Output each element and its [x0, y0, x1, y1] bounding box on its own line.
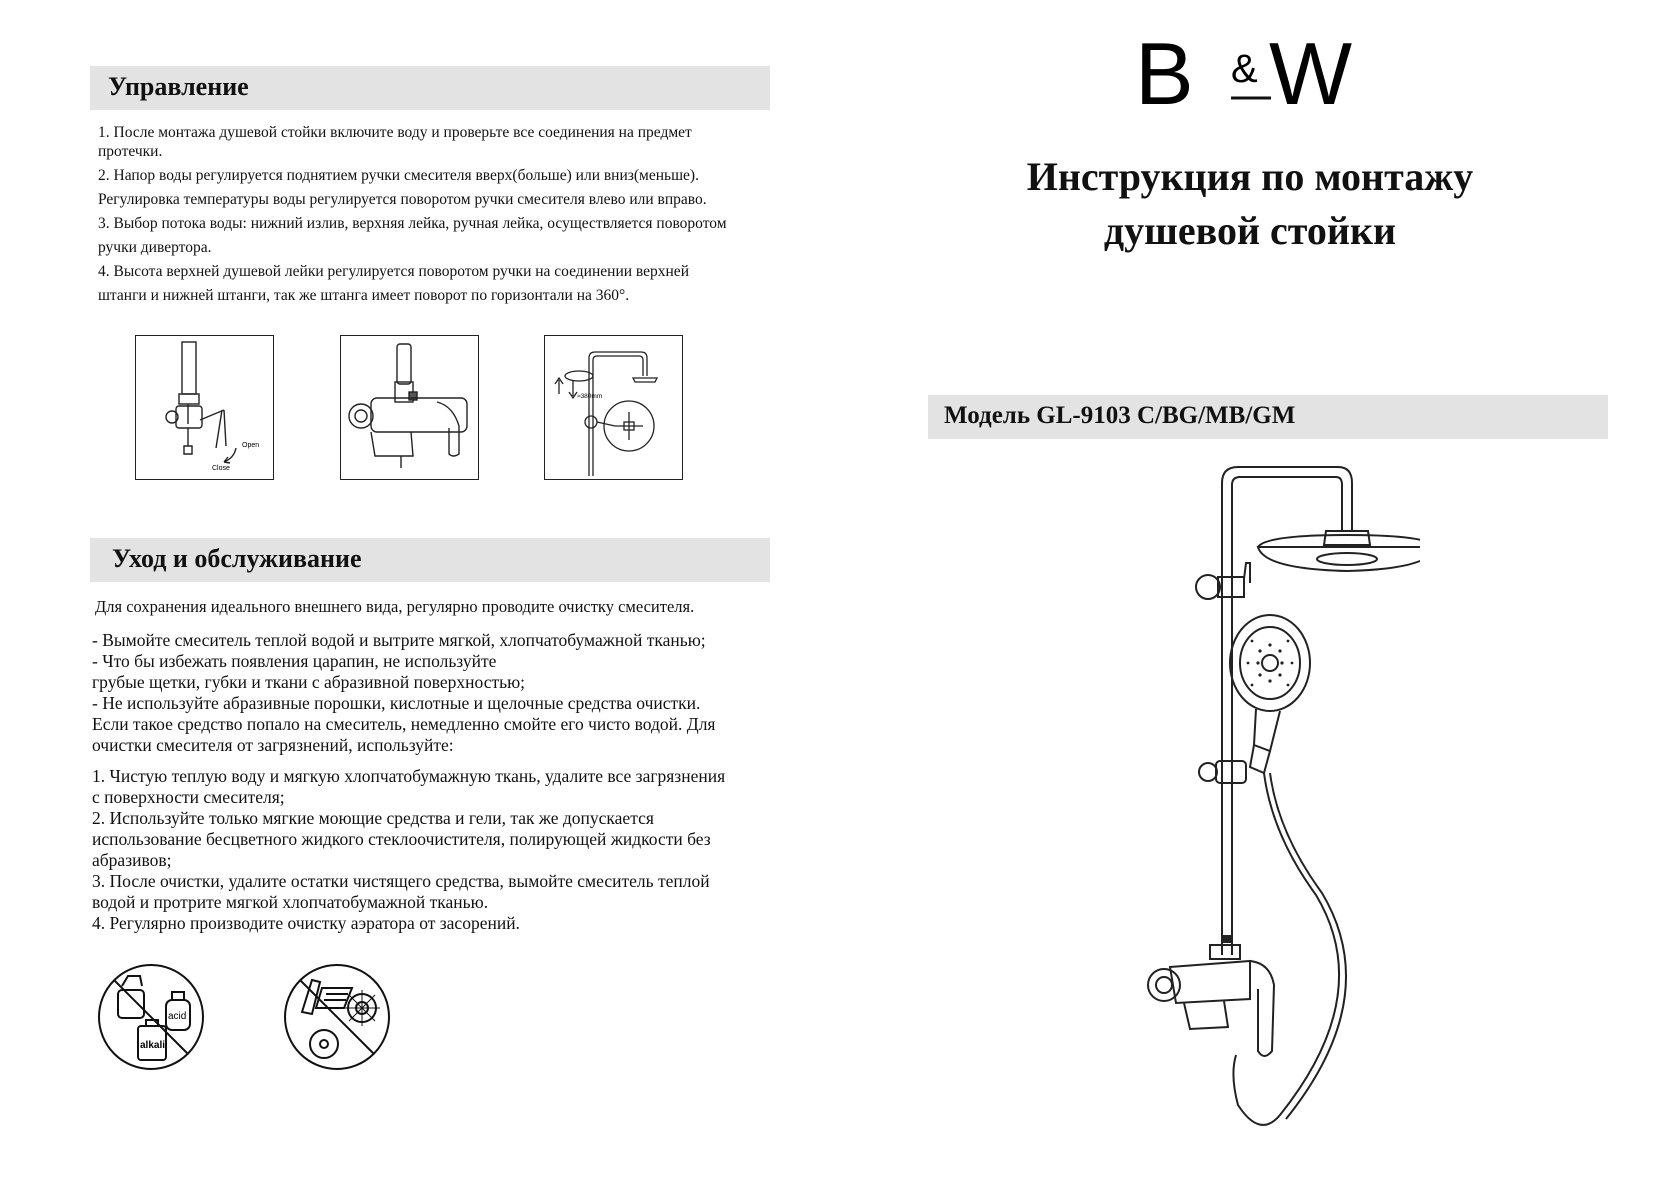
care-line: Если такое средство попало на смеситель, немедленно смойте его чисто водой. Для — [92, 714, 716, 734]
care-heading: Уход и обслуживание — [112, 544, 362, 573]
logo-ampersand: & — [1231, 47, 1258, 91]
control-line: 3. Выбор потока воды: нижний излив, верхняя лейка, ручная лейка, осуществляется поворотом — [98, 215, 727, 232]
close-label: Close — [212, 465, 230, 472]
no-abrasives-icon — [282, 962, 392, 1072]
care-line: - Вымойте смеситель теплой водой и вытрите мягкой, хлопчатобумажной тканью; — [92, 630, 706, 650]
control-section-header — [90, 66, 770, 110]
control-line: штанги и нижней штанги, так же штанга имеет поворот по горизонтали на 360°. — [98, 287, 630, 304]
open-label: Open — [242, 442, 260, 449]
control-line: 4. Высота верхней душевой лейки регулируется поворотом ручки на соединении верхней — [98, 263, 689, 280]
model-label: Модель GL-9103 C/BG/MB/GM — [944, 402, 1296, 429]
logo-letter-w: W — [1269, 28, 1353, 118]
care-step: 1. Чистую теплую воду и мягкую хлопчатобумажную ткань, удалите все загрязнения — [92, 766, 726, 786]
document-title — [930, 150, 1570, 258]
mixer-flow-drawing — [136, 336, 273, 479]
logo-letter-b: B — [1135, 28, 1194, 118]
care-intro: Для сохранения идеального внешнего вида, регулярно проводите очистку смесителя. — [95, 597, 695, 616]
control-line: протечки. — [98, 143, 163, 160]
diverter-drawing — [341, 336, 478, 479]
acid-label: acid — [168, 1011, 187, 1022]
overhead-adjust-drawing — [545, 336, 682, 479]
alkali-label: alkali — [140, 1040, 166, 1051]
care-step: 2. Используйте только мягкие моющие средства и гели, так же допускается — [92, 808, 654, 828]
figure-mixer-flow — [135, 335, 274, 480]
model-bar — [928, 395, 1608, 439]
care-line: очистки смесителя от загрязнений, используйте: — [92, 735, 454, 755]
no-acid-alkali-icon — [96, 962, 206, 1072]
dimension-label: ≈380mm — [577, 393, 603, 400]
care-line: - Что бы избежать появления царапин, не используйте — [92, 651, 497, 671]
shower-column-illustration — [1140, 455, 1420, 1145]
control-line: Регулировка температуры воды регулируется поворотом ручки смесителя влево или вправо. — [98, 191, 707, 208]
control-line: 1. После монтажа душевой стойки включите воду и проверьте все соединения на предмет — [98, 124, 692, 141]
care-line: грубые щетки, губки и ткани с абразивной поверхностью; — [92, 672, 526, 692]
care-step: водой и протрите мягкой хлопчатобумажной тканью. — [92, 892, 489, 912]
care-step: 3. После очистки, удалите остатки чистящего средства, вымойте смеситель теплой — [92, 871, 710, 891]
title-line-2: душевой стойки — [1103, 208, 1397, 253]
control-heading: Управление — [108, 72, 249, 101]
control-line: 2. Напор воды регулируется поднятием ручки смесителя вверх(больше) или вниз(меньше). — [98, 167, 699, 184]
care-step: абразивов; — [92, 850, 172, 870]
care-step: использование бесцветного жидкого стеклоочистителя, полирующей жидкости без — [92, 829, 711, 849]
title-line-1: Инструкция по монтажу — [1026, 154, 1474, 199]
figure-diverter — [340, 335, 479, 480]
care-step: 4. Регулярно производите очистку аэратора от засорений. — [92, 913, 520, 933]
care-line: - Не используйте абразивные порошки, кислотные и щелочные средства очистки. — [92, 693, 701, 713]
care-step: с поверхности смесителя; — [92, 787, 285, 807]
control-line: ручки дивертора. — [98, 239, 212, 256]
figure-overhead-adjust — [544, 335, 683, 480]
brand-logo — [1135, 28, 1395, 118]
care-section-header — [90, 538, 770, 582]
